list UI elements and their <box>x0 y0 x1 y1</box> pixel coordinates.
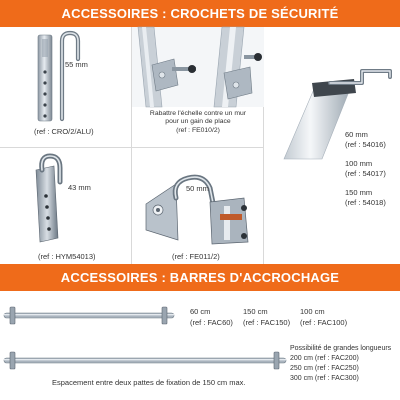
size-label: 50 mm <box>186 184 209 193</box>
short-hanging-bar-image <box>0 305 180 327</box>
product-description: Rabattre l'échelle contre un mur <box>149 110 247 117</box>
product-ref: (ref : FE011/2) <box>172 252 220 261</box>
bar-ref: (ref : FAC60) <box>190 318 233 327</box>
folding-bracket-image <box>132 27 264 107</box>
bar-size: 200 cm <box>290 355 313 362</box>
variant-ref: (ref : 54018) <box>345 198 386 207</box>
bar-ref: (ref : FAC250) <box>314 365 359 372</box>
bar-size: 60 cm <box>190 307 211 316</box>
variant-size: 60 mm <box>345 130 368 139</box>
section-banner-hooks <box>0 0 400 27</box>
bar-size: 150 cm <box>243 307 268 316</box>
variant-size: 150 mm <box>345 188 373 197</box>
variant-ref: (ref : 54017) <box>345 169 386 178</box>
bar-ref: (ref : FAC100) <box>300 318 348 327</box>
bar-ref: (ref : FAC200) <box>314 355 359 362</box>
section-title-bars: ACCESSOIRES : BARRES D'ACCROCHAGE <box>60 270 340 285</box>
galvanized-hook-image <box>0 148 132 264</box>
bar-spacing-note: Espacement entre deux pattes de fixation de 150 cm max. <box>52 378 246 387</box>
product-ref: (ref : FE010/2) <box>176 127 220 134</box>
section-title-hooks: ACCESSOIRES : CROCHETS DE SÉCURITÉ <box>61 6 339 21</box>
bar-size: 300 cm <box>290 375 313 382</box>
product-ref: (ref : CRO/2/ALU) <box>34 127 94 136</box>
size-label: 55 mm <box>65 60 88 69</box>
wall-hook-bracket-image <box>132 148 264 264</box>
long-bars-title: Possibilité de grandes longueurs <box>290 345 392 352</box>
long-bar-option <box>290 365 359 373</box>
bar-size: 250 cm <box>290 365 313 372</box>
long-hanging-bar-image <box>0 350 290 372</box>
size-label: 43 mm <box>68 183 91 192</box>
bar-ref: (ref : FAC150) <box>243 318 291 327</box>
variant-ref: (ref : 54016) <box>345 140 386 149</box>
product-description: pour un gain de place <box>165 118 231 125</box>
variant-size: 100 mm <box>345 159 373 168</box>
long-bar-option <box>290 375 359 383</box>
long-bar-option <box>290 355 359 363</box>
section-banner-bars <box>0 264 400 291</box>
product-ref: (ref : HYM54013) <box>38 252 96 261</box>
bar-ref: (ref : FAC300) <box>314 375 359 382</box>
bar-size: 100 cm <box>300 307 325 316</box>
